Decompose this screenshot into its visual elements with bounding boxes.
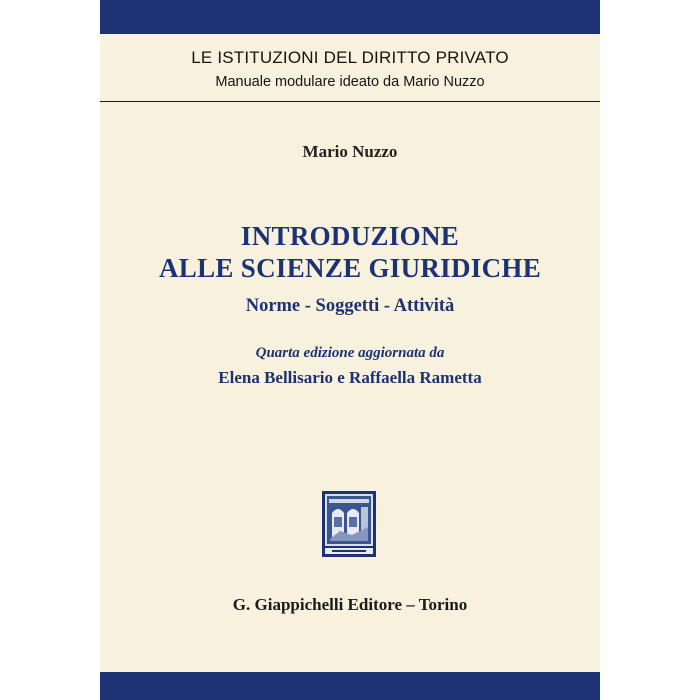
top-color-band: [100, 0, 600, 34]
book-subtitle: Norme - Soggetti - Attività: [245, 296, 455, 316]
series-subtitle: Manuale modulare ideato da Mario Nuzzo: [215, 74, 485, 90]
publisher-name: G. Giappichelli Editore – Torino: [232, 595, 468, 614]
series-title: LE ISTITUZIONI DEL DIRITTO PRIVATO: [191, 48, 509, 67]
edition-note: Quarta edizione aggiornata da: [255, 345, 445, 361]
series-divider: [100, 101, 600, 102]
author-name: Mario Nuzzo: [302, 142, 398, 161]
book-title-line-2: ALLE SCIENZE GIURIDICHE: [159, 253, 541, 283]
bottom-color-band: [100, 672, 600, 700]
publisher-emblem-icon: [322, 491, 376, 557]
editors-names: Elena Bellisario e Raffaella Rametta: [218, 368, 482, 387]
book-cover: [100, 0, 600, 700]
book-title-line-1: INTRODUZIONE: [240, 221, 460, 251]
